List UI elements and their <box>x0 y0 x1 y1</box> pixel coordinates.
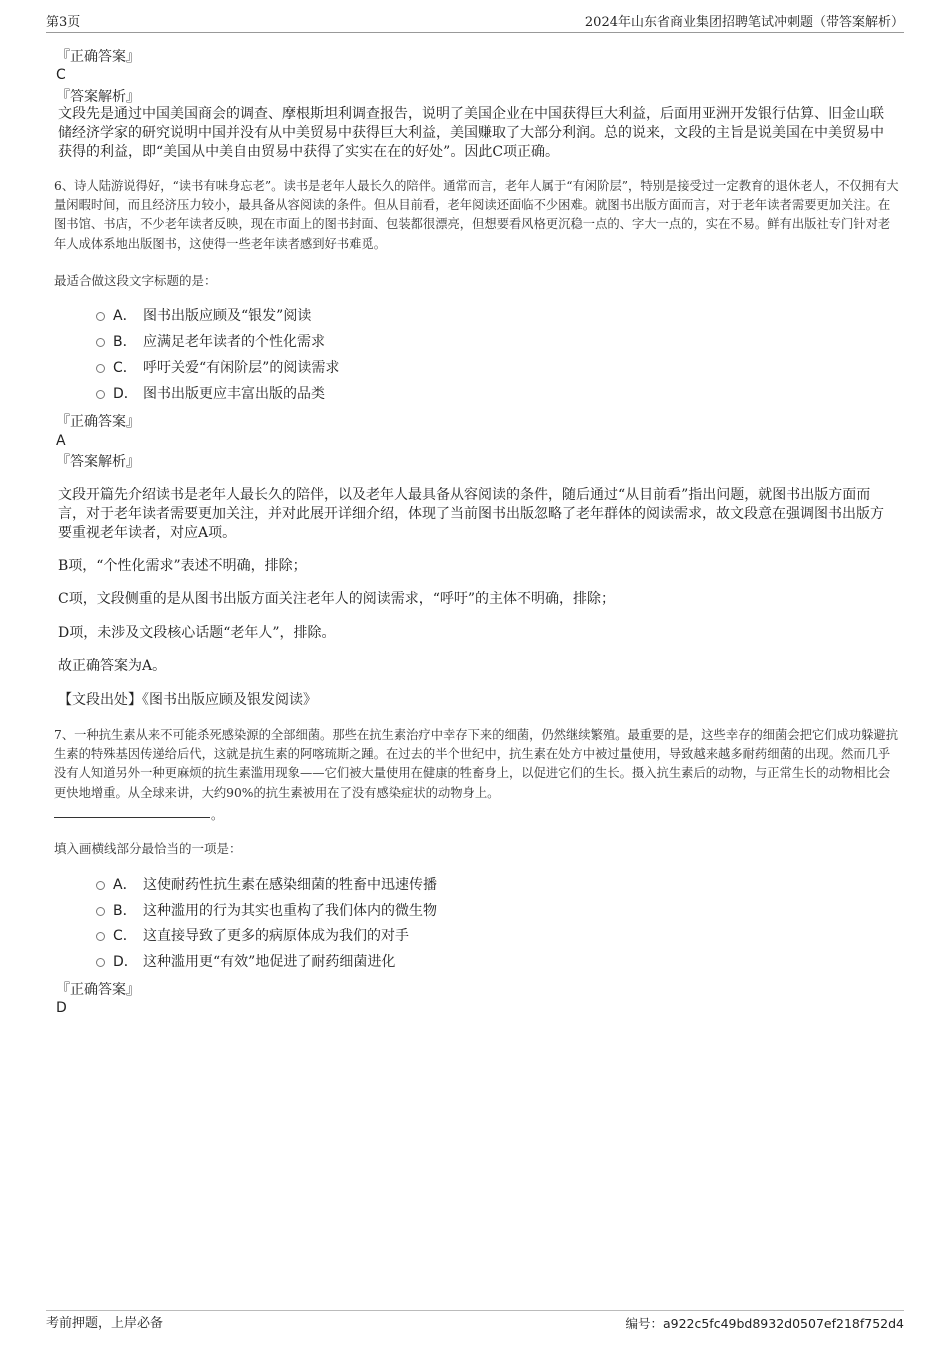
q6-analysis-c: C项，文段侧重的是从图书出版方面关注老年人的阅读需求，“呼吁”的主体不明确，排除； <box>58 591 616 607</box>
document-title: 2024年山东省商业集团招聘笔试冲刺题（带答案解析） <box>584 15 904 30</box>
option-key: A． <box>113 877 137 893</box>
q6-analysis-text: 文段开篇先介绍读书是老年人最长久的陪伴，以及老年人最具备从容阅读的条件，随后通过“从目前看”指出问题，就图书出版方面而言，对于老年读者需要更加关注，并对此展开详细介绍，体现了当前图书出版忽略了老年群体的阅读需求，故文段意在强调图书出版方要重视老年读者，对应A项。 <box>58 487 884 541</box>
q6-option-c[interactable] <box>96 358 339 378</box>
option-key: B． <box>113 334 137 350</box>
q6-option-a[interactable] <box>96 306 311 326</box>
option-key: B． <box>113 903 137 919</box>
page-header <box>46 14 904 33</box>
page-footer <box>46 1310 904 1335</box>
radio-icon[interactable] <box>96 390 105 399</box>
q7-question-text: 7、一种抗生素从来不可能杀死感染源的全部细菌。那些在抗生素治疗中幸存下来的细菌，仍然继续繁殖。最重要的是，这些幸存的细菌会把它们成功躲避抗生素的特殊基因传递给后代，这就是抗生素的阿喀琉斯之踵。在过去的半个世纪中，抗生素在处方中被过量使用，导致越来越多耐药细菌的出现。然而几乎没有人知道另外一种更麻烦的抗生素滥用现象——它们被大量使用在健康的牲畜身上，以促进它们的生长。摄入抗生素后的动物，与正常生长的动物相比会更快地增重。从全球来讲，大约90%的抗生素被用在了没有感染症状的动物身上。 <box>54 728 899 800</box>
q5-answer: C <box>56 67 66 83</box>
option-text: 这种滥用的行为其实也重构了我们体内的微生物 <box>143 903 437 919</box>
page-number: 第3页 <box>46 15 81 30</box>
fill-in-blank-line <box>54 817 210 818</box>
q7-answer: D <box>56 1000 67 1016</box>
option-key: D． <box>113 386 138 402</box>
q7-answer-label: 『正确答案』 <box>56 982 140 998</box>
option-text: 图书出版更应丰富出版的品类 <box>143 386 325 402</box>
option-key: C． <box>113 928 137 944</box>
q7-option-d[interactable] <box>96 952 395 972</box>
option-key: A． <box>113 308 137 324</box>
q6-source: 【文段出处】《图书出版应顾及银发阅读》 <box>58 692 317 708</box>
radio-icon[interactable] <box>96 958 105 967</box>
radio-icon[interactable] <box>96 338 105 347</box>
q7-prompt: 填入画横线部分最恰当的一项是： <box>54 841 242 856</box>
option-key: C． <box>113 360 137 376</box>
radio-icon[interactable] <box>96 364 105 373</box>
blank-end-mark: 。 <box>211 808 224 822</box>
option-text: 应满足老年读者的个性化需求 <box>143 334 325 350</box>
footer-slogan: 考前押题，上岸必备 <box>46 1316 164 1331</box>
radio-icon[interactable] <box>96 932 105 941</box>
q5-answer-label: 『正确答案』 <box>56 49 140 65</box>
q6-option-d[interactable] <box>96 384 325 404</box>
q5-analysis-text: 文段先是通过中国美国商会的调查、摩根斯坦利调查报告，说明了美国企业在中国获得巨大利益，后面用亚洲开发银行估算、旧金山联储经济学家的研究说明中国并没有从中美贸易中获得巨大利益，美国赚取了大部分利润。总的说来，文段的主旨是说美国在中美贸易中获得的利益，即“美国从中美自由贸易中获得了实实在在的好处”。因此C项正确。 <box>58 106 884 160</box>
option-text: 这使耐药性抗生素在感染细菌的牲畜中迅速传播 <box>143 877 437 893</box>
q6-prompt: 最适合做这段文字标题的是： <box>54 273 217 288</box>
radio-icon[interactable] <box>96 907 105 916</box>
q5-analysis-label: 『答案解析』 <box>56 89 140 105</box>
q6-analysis-d: D项，未涉及文段核心话题“老年人”，排除。 <box>58 625 336 641</box>
option-text: 这直接导致了更多的病原体成为我们的对手 <box>143 928 409 944</box>
q6-option-b[interactable] <box>96 332 325 352</box>
q7-option-a[interactable] <box>96 875 437 895</box>
q6-analysis-conclusion: 故正确答案为A。 <box>58 658 167 674</box>
option-text: 图书出版应顾及“银发”阅读 <box>143 308 312 324</box>
radio-icon[interactable] <box>96 312 105 321</box>
radio-icon[interactable] <box>96 881 105 890</box>
q6-answer: A <box>56 433 66 449</box>
option-key: D． <box>113 954 138 970</box>
q6-analysis-b: B项，“个性化需求”表述不明确，排除； <box>58 558 307 574</box>
q7-option-c[interactable] <box>96 926 409 946</box>
option-text: 这种滥用更“有效”地促进了耐药细菌进化 <box>143 954 396 970</box>
document-id: 编号：a922c5fc49bd8932d0507ef218f752d4 <box>625 1316 904 1331</box>
q6-answer-label: 『正确答案』 <box>56 414 140 430</box>
option-text: 呼吁关爱“有闲阶层”的阅读需求 <box>143 360 340 376</box>
q6-question-text: 6、诗人陆游说得好，“读书有味身忘老”。读书是老年人最长久的陪伴。通常而言，老年人属于“有闲阶层”，特别是接受过一定教育的退休老人，不仅拥有大量闲暇时间，而且经济压力较小，最具备从容阅读的条件。但从目前看，老年阅读还面临不少困难。就图书出版方面而言，对于老年读者需要更加关注。在图书馆、书店，不少老年读者反映，现在市面上的图书封面、包装都很漂亮，但想要看风格更沉稳一点的、字大一点的，实在不易。鲜有出版社专门针对老年人成体系地出版图书，这使得一些老年读者感到好书难觅。 <box>54 179 899 251</box>
q6-analysis-label: 『答案解析』 <box>56 454 140 470</box>
q7-option-b[interactable] <box>96 901 437 921</box>
